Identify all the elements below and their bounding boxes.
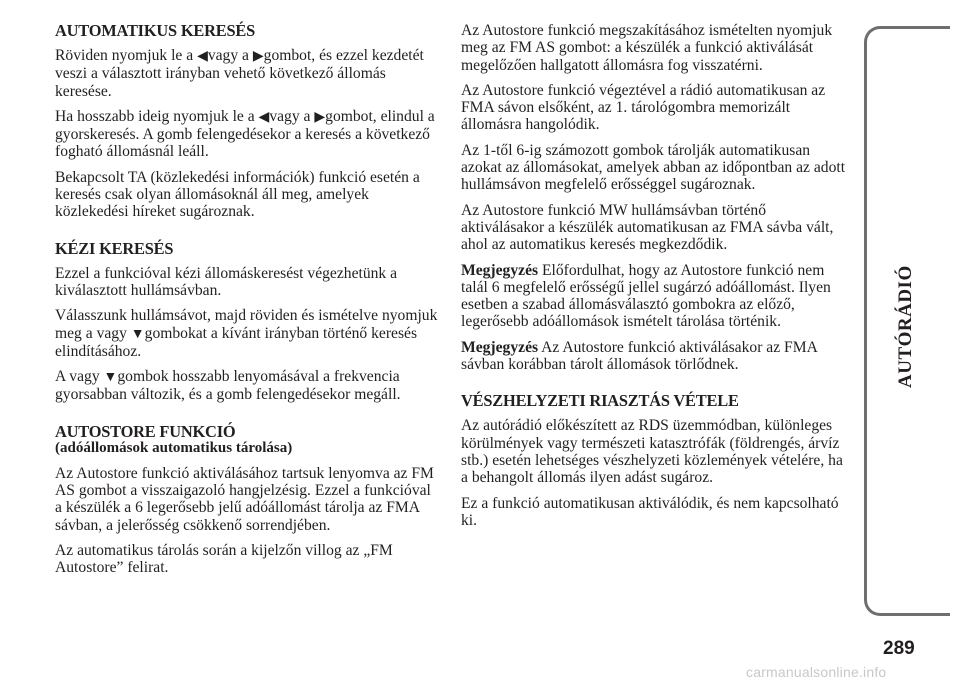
left-column <box>55 22 439 585</box>
paragraph-autostore-2: Az automatikus tárolás során a kijelzőn villog az „FM Autostore” felirat. <box>55 541 393 577</box>
text-fragment: gombokat a kívánt irányban történő keresés elindításához. <box>55 324 418 360</box>
right-triangle-icon: ▶ <box>314 109 326 125</box>
text-fragment: Röviden nyomjuk le a <box>55 47 198 64</box>
left-triangle-icon: ◀ <box>197 49 208 64</box>
paragraph-autostore-1: Az Autostore funkció aktiválásához tartsuk lenyomva az FM AS gombot a visszaigazoló hangjelzésig. Ezzel a funkcióval a készülék a 6 legerősebb jelű adóállomást tárolja az FMA sávban, a jelerősség csökkenő sorrendjében. <box>55 464 434 534</box>
page-number: 289 <box>883 638 915 659</box>
paragraph-auto-3: Bekapcsolt TA (közlekedési információk) funkció esetén a keresés csak olyan állomásoknál áll meg, amelyek közlekedési híreket sugároznak. <box>55 168 420 221</box>
note-text: Előfordulhat, hogy az Autostore funkció nem talál 6 megfelelő erősségű jellel sugárzó adóállomást. Ilyen esetben a szabad állomásválasztó gombokra az előző, legerősebb adóállomások ismételt tárolása történik. <box>461 261 831 331</box>
heading-automatikus-kereses: AUTOMATIKUS KERESÉS <box>55 21 256 40</box>
paragraph-kezi-2 <box>55 307 439 360</box>
paragraph-right-3: Az 1-től 6-ig számozott gombok tárolják automatikusan azokat az állomásokat, amelyek abban az időpontban az adott hullámsávon megfelelő erősséggel sugároznak. <box>461 141 846 194</box>
paragraph-vesz-1: Az autórádió előkészített az RDS üzemmódban, különleges körülmények vagy természeti katasztrófák (földrengés, árvíz stb.) esetén lehetséges vészhelyzeti közlemények vételére, ha a behangolt állomás ilyen adást sugároz. <box>461 417 843 487</box>
heading-kezi-kereses: KÉZI KERESÉS <box>55 238 174 258</box>
text-fragment: vagy a <box>269 107 315 125</box>
note-label: Megjegyzés <box>461 261 539 279</box>
right-column <box>461 22 853 537</box>
left-triangle-icon: ◀ <box>258 109 270 125</box>
note-1 <box>461 262 853 331</box>
down-triangle-icon: ▼ <box>103 370 118 386</box>
paragraph-right-4: Az Autostore funkció MW hullámsávban történő aktiválásakor a készülék automatikusan az FMA sávba vált, ahol az automatikus keresés megkezdődik. <box>461 201 834 254</box>
text-fragment: A vagy <box>55 368 104 386</box>
paragraph-vesz-2: Ez a funkció automatikusan aktiválódik, és nem kapcsolható ki. <box>461 494 839 529</box>
paragraph-auto-1 <box>55 47 439 100</box>
note-2 <box>461 339 853 374</box>
text-fragment: gombot, és ezzel kezdetét veszi a választott irányban vehető következő állomás keresése. <box>55 47 424 100</box>
side-tab-label: AUTÓRÁDIÓ <box>895 265 916 388</box>
paragraph-kezi-3 <box>55 368 439 404</box>
subheading-autostore: (adóállomások automatikus tárolása) <box>55 439 293 456</box>
paragraph-right-2: Az Autostore funkció végeztével a rádió automatikusan az FMA sávon elsőként, az 1. tárológombra memorizált állomásra hangolódik. <box>461 81 826 134</box>
paragraph-kezi-1: Ezzel a funkcióval kézi állomáskeresést végezhetünk a kiválasztott hullámsávban. <box>55 264 398 299</box>
text-fragment: Válasszunk hullámsávot, majd röviden és ismételve nyomjuk meg a vagy <box>55 307 438 342</box>
text-fragment: gombot, elindul a gyorskeresés. A gomb felengedésekor a keresés a következő fogható állomásnál leáll. <box>55 107 435 161</box>
note-text: Az Autostore funkció aktiválásakor az FMA sávban korábban tárolt állomások törlődnek. <box>461 338 817 374</box>
text-fragment: gombok hosszabb lenyomásával a frekvencia gyorsabban változik, és a gomb felengedésekor megáll. <box>55 368 401 404</box>
watermark: carmanualsonline.info <box>746 664 887 680</box>
text-fragment: Ha hosszabb ideig nyomjuk le a <box>55 107 259 125</box>
right-triangle-icon: ▶ <box>252 49 264 64</box>
paragraph-auto-2 <box>55 108 439 161</box>
heading-autostore: AUTOSTORE FUNKCIÓ <box>55 421 236 441</box>
down-triangle-icon: ▼ <box>130 326 145 342</box>
note-label: Megjegyzés <box>461 338 539 356</box>
heading-veszhelyzeti: VÉSZHELYZETI RIASZTÁS VÉTELE <box>461 391 739 411</box>
paragraph-right-1: Az Autostore funkció megszakításához ismételten nyomjuk meg az FM AS gombot: a készülék a funkció aktiválását megelőzően hallgatott állomásra fog visszatérni. <box>461 22 833 74</box>
text-fragment: vagy a <box>207 47 253 64</box>
